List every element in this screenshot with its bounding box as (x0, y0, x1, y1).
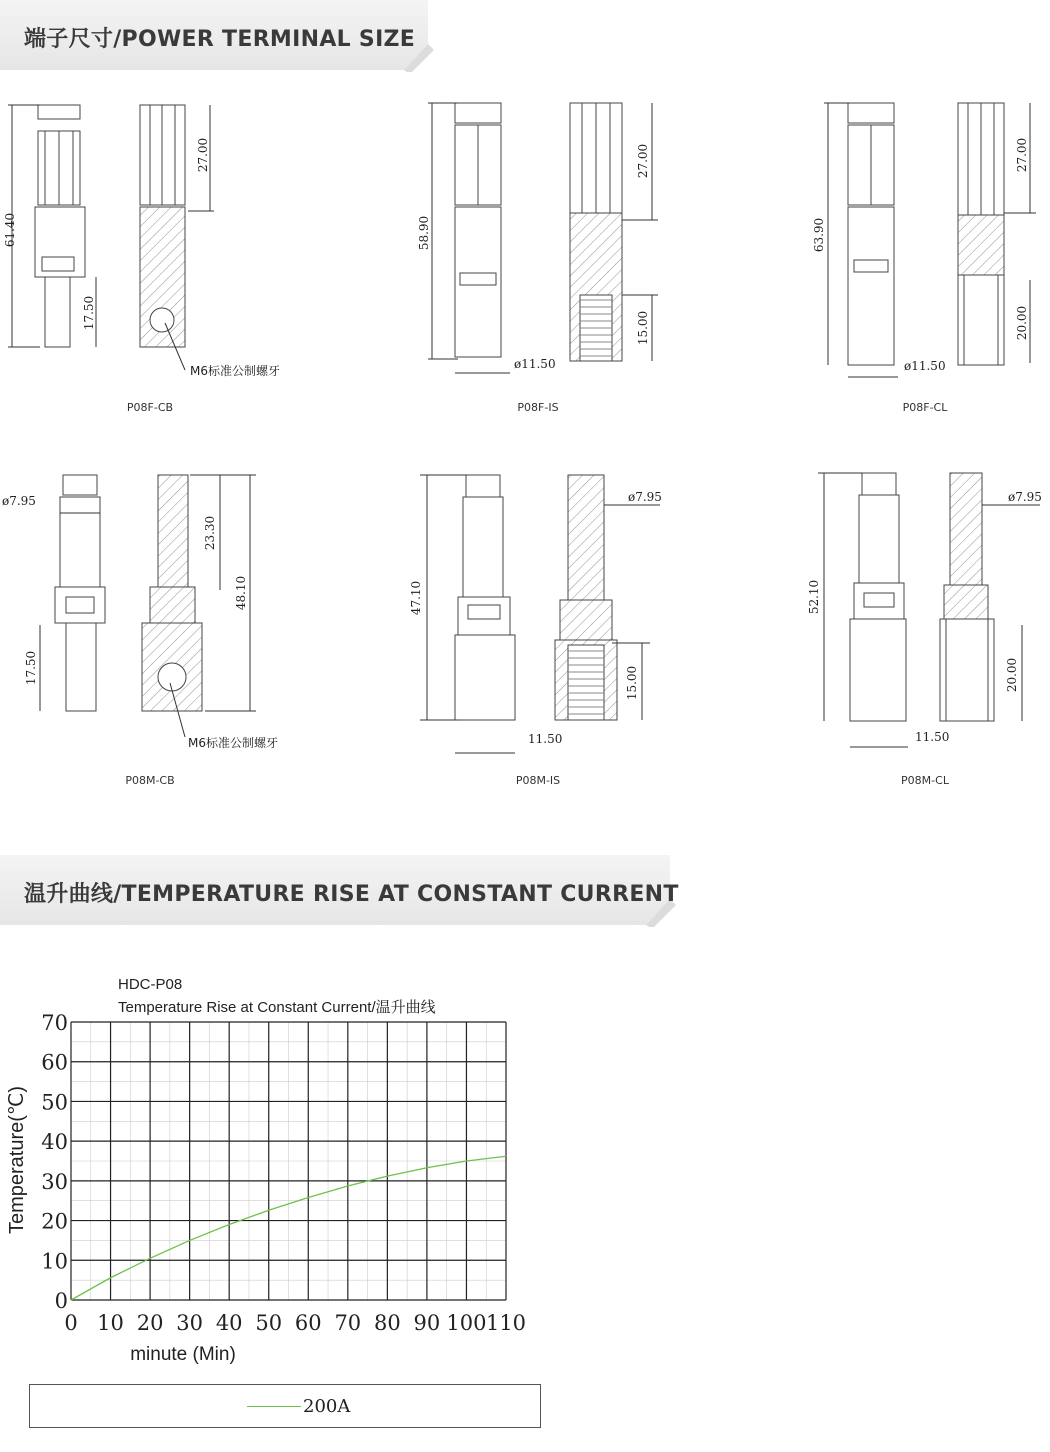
chart-xlabel: minute (Min) (130, 1344, 236, 1365)
chart-ticks (41, 1011, 526, 1335)
chart-subtitle: Temperature Rise at Constant Current/温升曲线 (118, 999, 436, 1016)
chart-title: HDC-P08 (118, 976, 183, 993)
temperature-rise-chart (0, 960, 560, 1380)
dim-lower-length: 17.50 (82, 295, 96, 331)
drawing-p08m-is (400, 465, 700, 765)
y-tick-label: 0 (54, 1289, 68, 1313)
y-tick-label: 10 (41, 1249, 68, 1274)
dim-width: 11.50 (528, 732, 563, 746)
dim-thread-length: 15.00 (636, 310, 650, 346)
drawing-p08m-cl (790, 465, 1050, 765)
thread-note: M6标准公制螺牙 (188, 736, 278, 750)
x-tick-label: 30 (176, 1311, 204, 1335)
dim-upper-length: 27.00 (636, 143, 650, 179)
dim-overall-length: 61.40 (3, 212, 17, 248)
y-tick-label: 60 (41, 1050, 68, 1075)
x-tick-label: 10 (97, 1311, 124, 1335)
dim-overall-length: 47.10 (409, 580, 423, 616)
y-tick-label: 30 (41, 1169, 68, 1194)
x-tick-label: 0 (64, 1311, 78, 1335)
chart-legend (29, 1384, 541, 1428)
x-tick-label: 70 (334, 1311, 362, 1335)
chart-ylabel: Temperature(℃) (6, 1085, 28, 1235)
legend-label-200a: 200A (303, 1396, 351, 1417)
temperature-section-banner (0, 855, 680, 927)
dim-upper-length: 23.30 (203, 515, 217, 551)
x-tick-label: 90 (413, 1311, 441, 1335)
dim-diameter: ø11.50 (514, 357, 556, 371)
dim-width: 11.50 (915, 730, 950, 744)
dim-diameter: ø7.95 (1008, 490, 1042, 504)
caption-p08m-cb: P08M-CB (125, 774, 175, 787)
caption-p08f-is: P08F-IS (517, 401, 559, 414)
x-tick-label: 20 (136, 1311, 164, 1335)
dim-overall-length: 48.10 (234, 575, 248, 611)
drawing-p08f-cl (790, 95, 1050, 395)
y-tick-label: 50 (41, 1090, 68, 1115)
thread-note: M6标准公制螺牙 (190, 364, 280, 378)
x-tick-label: 110 (485, 1311, 527, 1335)
chart-grid (71, 1022, 506, 1300)
temperature-section-title: 温升曲线/TEMPERATURE RISE AT CONSTANT CURRENT (24, 882, 679, 907)
x-tick-label: 50 (255, 1311, 283, 1335)
drawing-p08m-cb (0, 465, 330, 765)
dim-upper-length: 27.00 (196, 137, 210, 173)
y-tick-label: 40 (41, 1130, 68, 1155)
legend-swatch-200a (247, 1406, 301, 1407)
x-tick-label: 60 (294, 1311, 322, 1335)
dimensions-section-banner (0, 0, 440, 72)
dim-overall-length: 52.10 (807, 579, 821, 615)
caption-p08f-cb: P08F-CB (126, 401, 174, 414)
drawing-p08f-cb (0, 95, 330, 395)
dim-upper-length: 27.00 (1015, 137, 1029, 173)
x-tick-label: 80 (373, 1311, 401, 1335)
y-tick-label: 70 (41, 1011, 68, 1035)
drawing-p08f-is (400, 95, 700, 395)
dim-lower-length: 20.00 (1015, 305, 1029, 341)
dim-overall-length: 58.90 (417, 215, 431, 251)
caption-p08f-cl: P08F-CL (902, 401, 948, 414)
dim-thread-length: 15.00 (625, 665, 639, 701)
x-tick-label: 40 (215, 1311, 243, 1335)
dimensions-section-title: 端子尺寸/POWER TERMINAL SIZE (24, 27, 416, 52)
caption-p08m-cl: P08M-CL (901, 774, 949, 787)
caption-p08m-is: P08M-IS (515, 774, 561, 787)
x-tick-label: 100 (446, 1311, 487, 1335)
dim-lower-length: 20.00 (1005, 657, 1019, 693)
dim-diameter: ø7.95 (628, 490, 662, 504)
y-tick-label: 20 (41, 1209, 68, 1234)
dim-overall-length: 63.90 (812, 217, 826, 253)
dim-diameter: ø7.95 (2, 494, 36, 508)
dim-lower-length: 17.50 (24, 650, 38, 686)
dim-diameter: ø11.50 (904, 359, 946, 373)
